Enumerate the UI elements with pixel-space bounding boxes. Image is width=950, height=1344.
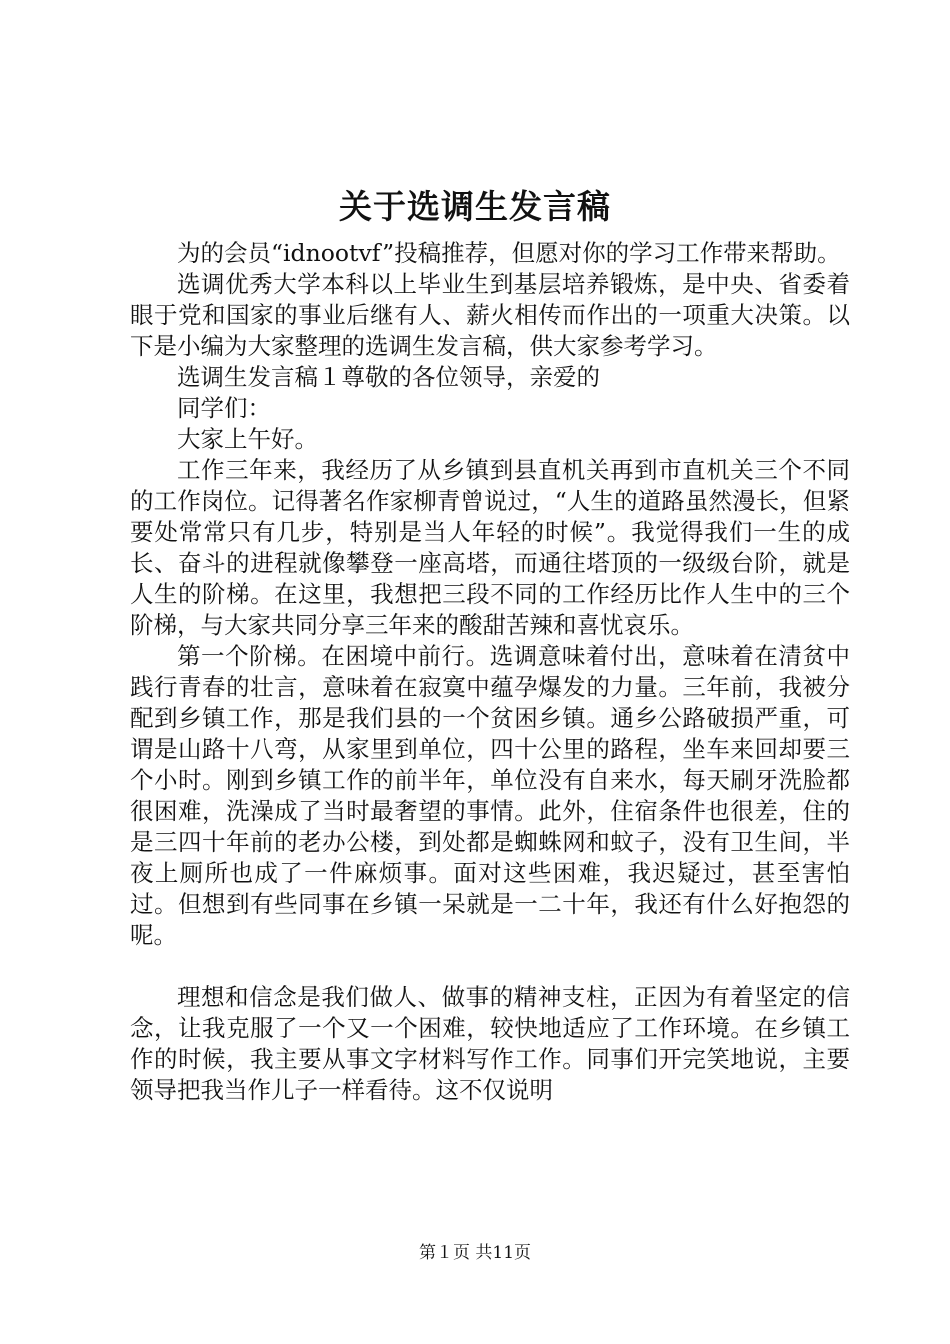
paragraph: 工作三年来，我经历了从乡镇到县直机关再到市直机关三个不同的工作岗位。记得著名作家柳青曾说过，“人生的道路虽然漫长，但紧要处常常只有几步，特别是当人年轻的时候”。我觉得我们一生的成长、奋斗的进程就像攀登一座高塔，而通往塔顶的一级级台阶，就是人生的阶梯。在这里，我想把三段不同的工作经历比作人生中的三个阶梯，与大家共同分享三年来的酸甜苦辣和喜忧哀乐。	[130, 456, 850, 639]
document-body	[130, 238, 850, 1106]
paragraph: 选调生发言稿１尊敬的各位领导，亲爱的	[177, 363, 600, 391]
paragraph: 第一个阶梯。在困境中前行。选调意味着付出，意味着在清贫中践行青春的壮言，意味着在寂寞中蕴孕爆发的力量。三年前，我被分配到乡镇工作，那是我们县的一个贫困乡镇。通乡公路破损严重，可谓是山路十八弯，从家里到单位，四十公里的路程，坐车来回却要三个小时。刚到乡镇工作的前半年，单位没有自来水，每天刷牙洗脸都很困难，洗澡成了当时最奢望的事情。此外，住宿条件也很差，住的是三四十年前的老办公楼，到处都是蜘蛛网和蚊子，没有卫生间，半夜上厕所也成了一件麻烦事。面对这些困难，我迟疑过，甚至害怕过。但想到有些同事在乡镇一呆就是一二十年，我还有什么好抱怨的呢。	[130, 642, 850, 949]
paragraph: 理想和信念是我们做人、做事的精神支柱，正因为有着坚定的信念，让我克服了一个又一个困难，较快地适应了工作环境。在乡镇工作的时候，我主要从事文字材料写作工作。同事们开完笑地说，主要领导把我当作儿子一样看待。这不仅说明	[130, 983, 850, 1104]
paragraph: 选调优秀大学本科以上毕业生到基层培养锻炼，是中央、省委着眼于党和国家的事业后继有人、薪火相传而作出的一项重大决策。以下是小编为大家整理的选调生发言稿，供大家参考学习。	[130, 270, 850, 360]
paragraph: 为的会员“idnootvf”投稿推荐，但愿对你的学习工作带来帮助。	[177, 239, 841, 267]
page-footer: 第１页 共11页	[418, 1243, 532, 1263]
paragraph: 大家上午好。	[177, 425, 318, 453]
paragraph: 同学们：	[177, 394, 271, 422]
document-title: 关于选调生发言稿	[339, 187, 611, 226]
